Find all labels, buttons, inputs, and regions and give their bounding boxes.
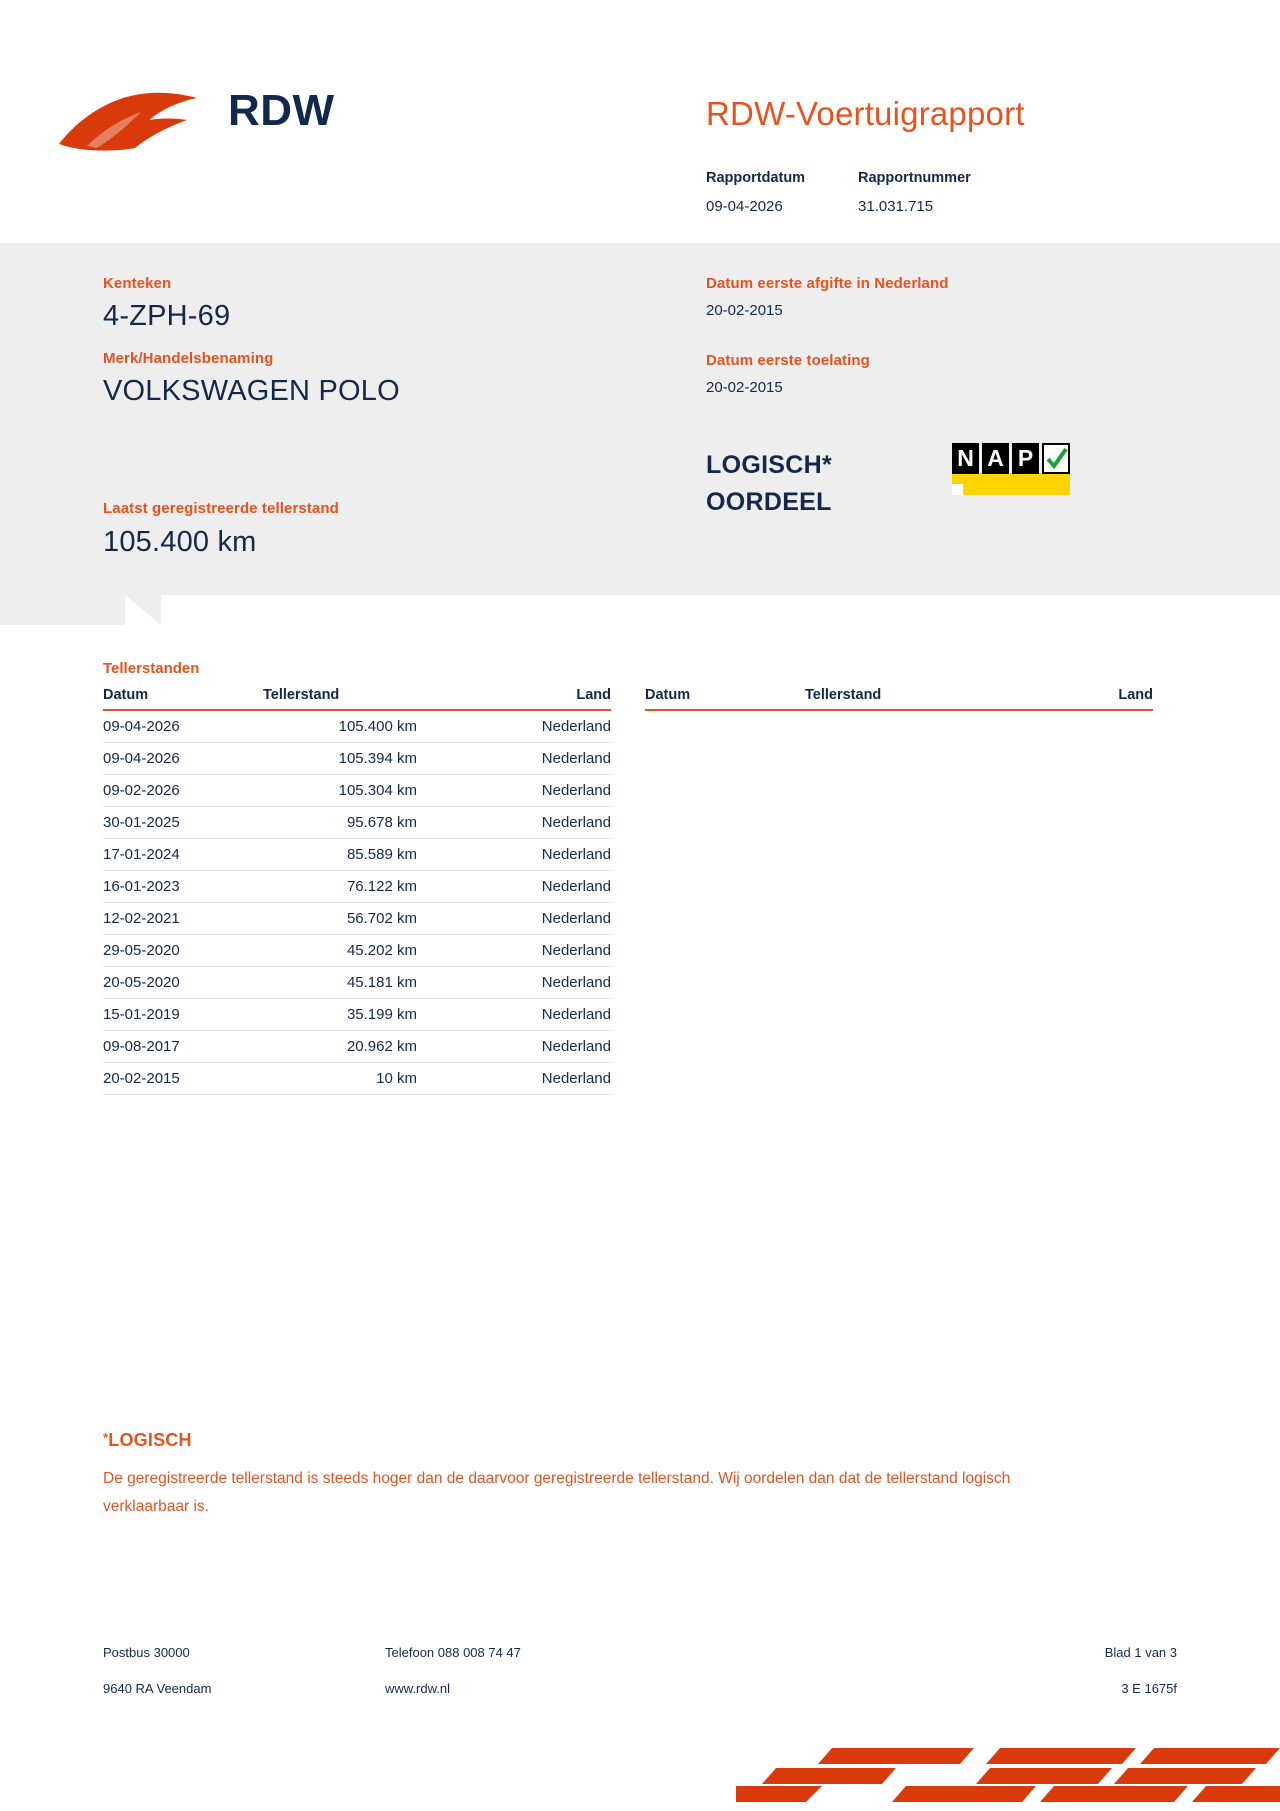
- cell-tellerstand: 10 km: [263, 1063, 463, 1095]
- footnote-star: *: [103, 1430, 109, 1445]
- cell-land: Nederland: [463, 903, 611, 935]
- cell-datum: 09-02-2026: [103, 775, 263, 807]
- nap-letter-n: N: [952, 443, 979, 474]
- tellerstanden-table-right: [645, 687, 1153, 711]
- cell-datum: 17-01-2024: [103, 839, 263, 871]
- cell-land: Nederland: [463, 775, 611, 807]
- table-header-row: [645, 687, 1153, 710]
- cell-tellerstand: 45.202 km: [263, 935, 463, 967]
- kenteken-value: 4-ZPH-69: [103, 300, 231, 332]
- report-title: RDW-Voertuigrapport: [706, 95, 1025, 132]
- oordeel-line-2: OORDEEL: [706, 488, 832, 516]
- rapportnummer-value: 31.031.715: [858, 198, 934, 215]
- footnote-title: [103, 1430, 192, 1451]
- cell-tellerstand: 95.678 km: [263, 807, 463, 839]
- cell-land: Nederland: [463, 743, 611, 775]
- cell-land: Nederland: [463, 710, 611, 743]
- cell-datum: 29-05-2020: [103, 935, 263, 967]
- datum-eerste-afgifte-label: Datum eerste afgifte in Nederland: [706, 275, 949, 292]
- cell-datum: 12-02-2021: [103, 903, 263, 935]
- document-header: [0, 40, 1280, 215]
- cell-datum: 30-01-2025: [103, 807, 263, 839]
- column-header-tellerstand: Tellerstand: [805, 687, 1005, 710]
- cell-datum: 09-08-2017: [103, 1031, 263, 1063]
- cell-tellerstand: 105.394 km: [263, 743, 463, 775]
- cell-datum: 15-01-2019: [103, 999, 263, 1031]
- nap-checkmark-icon: [1042, 443, 1070, 474]
- kenteken-label: Kenteken: [103, 275, 172, 292]
- laatste-tellerstand-label: Laatst geregistreerde tellerstand: [103, 500, 339, 517]
- column-header-tellerstand: Tellerstand: [263, 687, 463, 710]
- tellerstanden-title: Tellerstanden: [103, 660, 200, 677]
- footnote-title-text: LOGISCH: [108, 1430, 192, 1450]
- tellerstanden-rows-left: [103, 710, 611, 1095]
- column-header-datum: Datum: [103, 687, 263, 710]
- cell-land: Nederland: [463, 935, 611, 967]
- table-row: [103, 967, 611, 999]
- nap-yellow-bar: [952, 473, 1070, 495]
- report-meta-labels: [706, 170, 971, 186]
- cell-land: Nederland: [463, 1031, 611, 1063]
- column-header-land: Land: [1005, 687, 1153, 710]
- rapportdatum-value: 09-04-2026: [706, 198, 783, 215]
- cell-tellerstand: 105.400 km: [263, 710, 463, 743]
- rdw-wordmark: RDW: [228, 86, 335, 135]
- merk-value: VOLKSWAGEN POLO: [103, 375, 400, 407]
- cell-land: Nederland: [463, 967, 611, 999]
- footer-plaats: 9640 RA Veendam: [103, 1681, 212, 1696]
- cell-land: Nederland: [463, 871, 611, 903]
- cell-land: Nederland: [463, 807, 611, 839]
- cell-tellerstand: 45.181 km: [263, 967, 463, 999]
- cell-land: Nederland: [463, 1063, 611, 1095]
- panel-notch: [0, 595, 125, 625]
- footnote-body: De geregistreerde tellerstand is steeds hoger dan de daarvoor geregistreerde tellerstand. Wij oordelen dan dat de tellerstand logisch verklaarbaar is.: [103, 1470, 1011, 1515]
- nap-letter-a: A: [982, 443, 1009, 474]
- oordeel-block: [706, 447, 832, 521]
- datum-eerste-toelating-value: 20-02-2015: [706, 379, 783, 396]
- nap-white-notch: [952, 484, 963, 495]
- cell-tellerstand: 105.304 km: [263, 775, 463, 807]
- cell-tellerstand: 20.962 km: [263, 1031, 463, 1063]
- column-header-land: Land: [463, 687, 611, 710]
- oordeel-line-1: LOGISCH*: [706, 451, 833, 479]
- tellerstanden-table-left: [103, 687, 611, 1095]
- rdw-logo-icon: [57, 88, 217, 156]
- footer-decorative-graphic: [736, 1740, 1280, 1811]
- table-row: [103, 710, 611, 743]
- table-row: [103, 903, 611, 935]
- datum-eerste-afgifte-value: 20-02-2015: [706, 302, 783, 319]
- cell-land: Nederland: [463, 839, 611, 871]
- cell-land: Nederland: [463, 999, 611, 1031]
- footer-postbus: Postbus 30000: [103, 1645, 190, 1660]
- report-meta-values: [706, 198, 933, 215]
- cell-datum: 16-01-2023: [103, 871, 263, 903]
- cell-datum: 20-05-2020: [103, 967, 263, 999]
- cell-tellerstand: 76.122 km: [263, 871, 463, 903]
- nap-logo-icon: [952, 443, 1070, 495]
- laatste-tellerstand-value: 105.400 km: [103, 526, 257, 558]
- cell-datum: 09-04-2026: [103, 710, 263, 743]
- table-row: [103, 743, 611, 775]
- table-row: [103, 1063, 611, 1095]
- table-header-row: [103, 687, 611, 710]
- merk-label: Merk/Handelsbenaming: [103, 350, 274, 367]
- footer-blad: Blad 1 van 3: [1104, 1645, 1177, 1660]
- cell-datum: 20-02-2015: [103, 1063, 263, 1095]
- column-header-datum: Datum: [645, 687, 805, 710]
- table-row: [103, 935, 611, 967]
- datum-eerste-toelating-label: Datum eerste toelating: [706, 352, 870, 369]
- table-row: [103, 871, 611, 903]
- rapportdatum-label: Rapportdatum: [706, 170, 806, 186]
- nap-letters: [952, 443, 1042, 474]
- footer-telefoon: Telefoon 088 008 74 47: [385, 1645, 521, 1660]
- rapportnummer-label: Rapportnummer: [858, 170, 971, 186]
- cell-datum: 09-04-2026: [103, 743, 263, 775]
- table-row: [103, 1031, 611, 1063]
- cell-tellerstand: 85.589 km: [263, 839, 463, 871]
- cell-tellerstand: 35.199 km: [263, 999, 463, 1031]
- cell-tellerstand: 56.702 km: [263, 903, 463, 935]
- nap-letter-p: P: [1012, 443, 1039, 474]
- table-row: [103, 775, 611, 807]
- table-row: [103, 999, 611, 1031]
- footer-code: 3 E 1675f: [1121, 1681, 1177, 1696]
- table-row: [103, 839, 611, 871]
- table-row: [103, 807, 611, 839]
- footer-website[interactable]: www.rdw.nl: [385, 1681, 451, 1696]
